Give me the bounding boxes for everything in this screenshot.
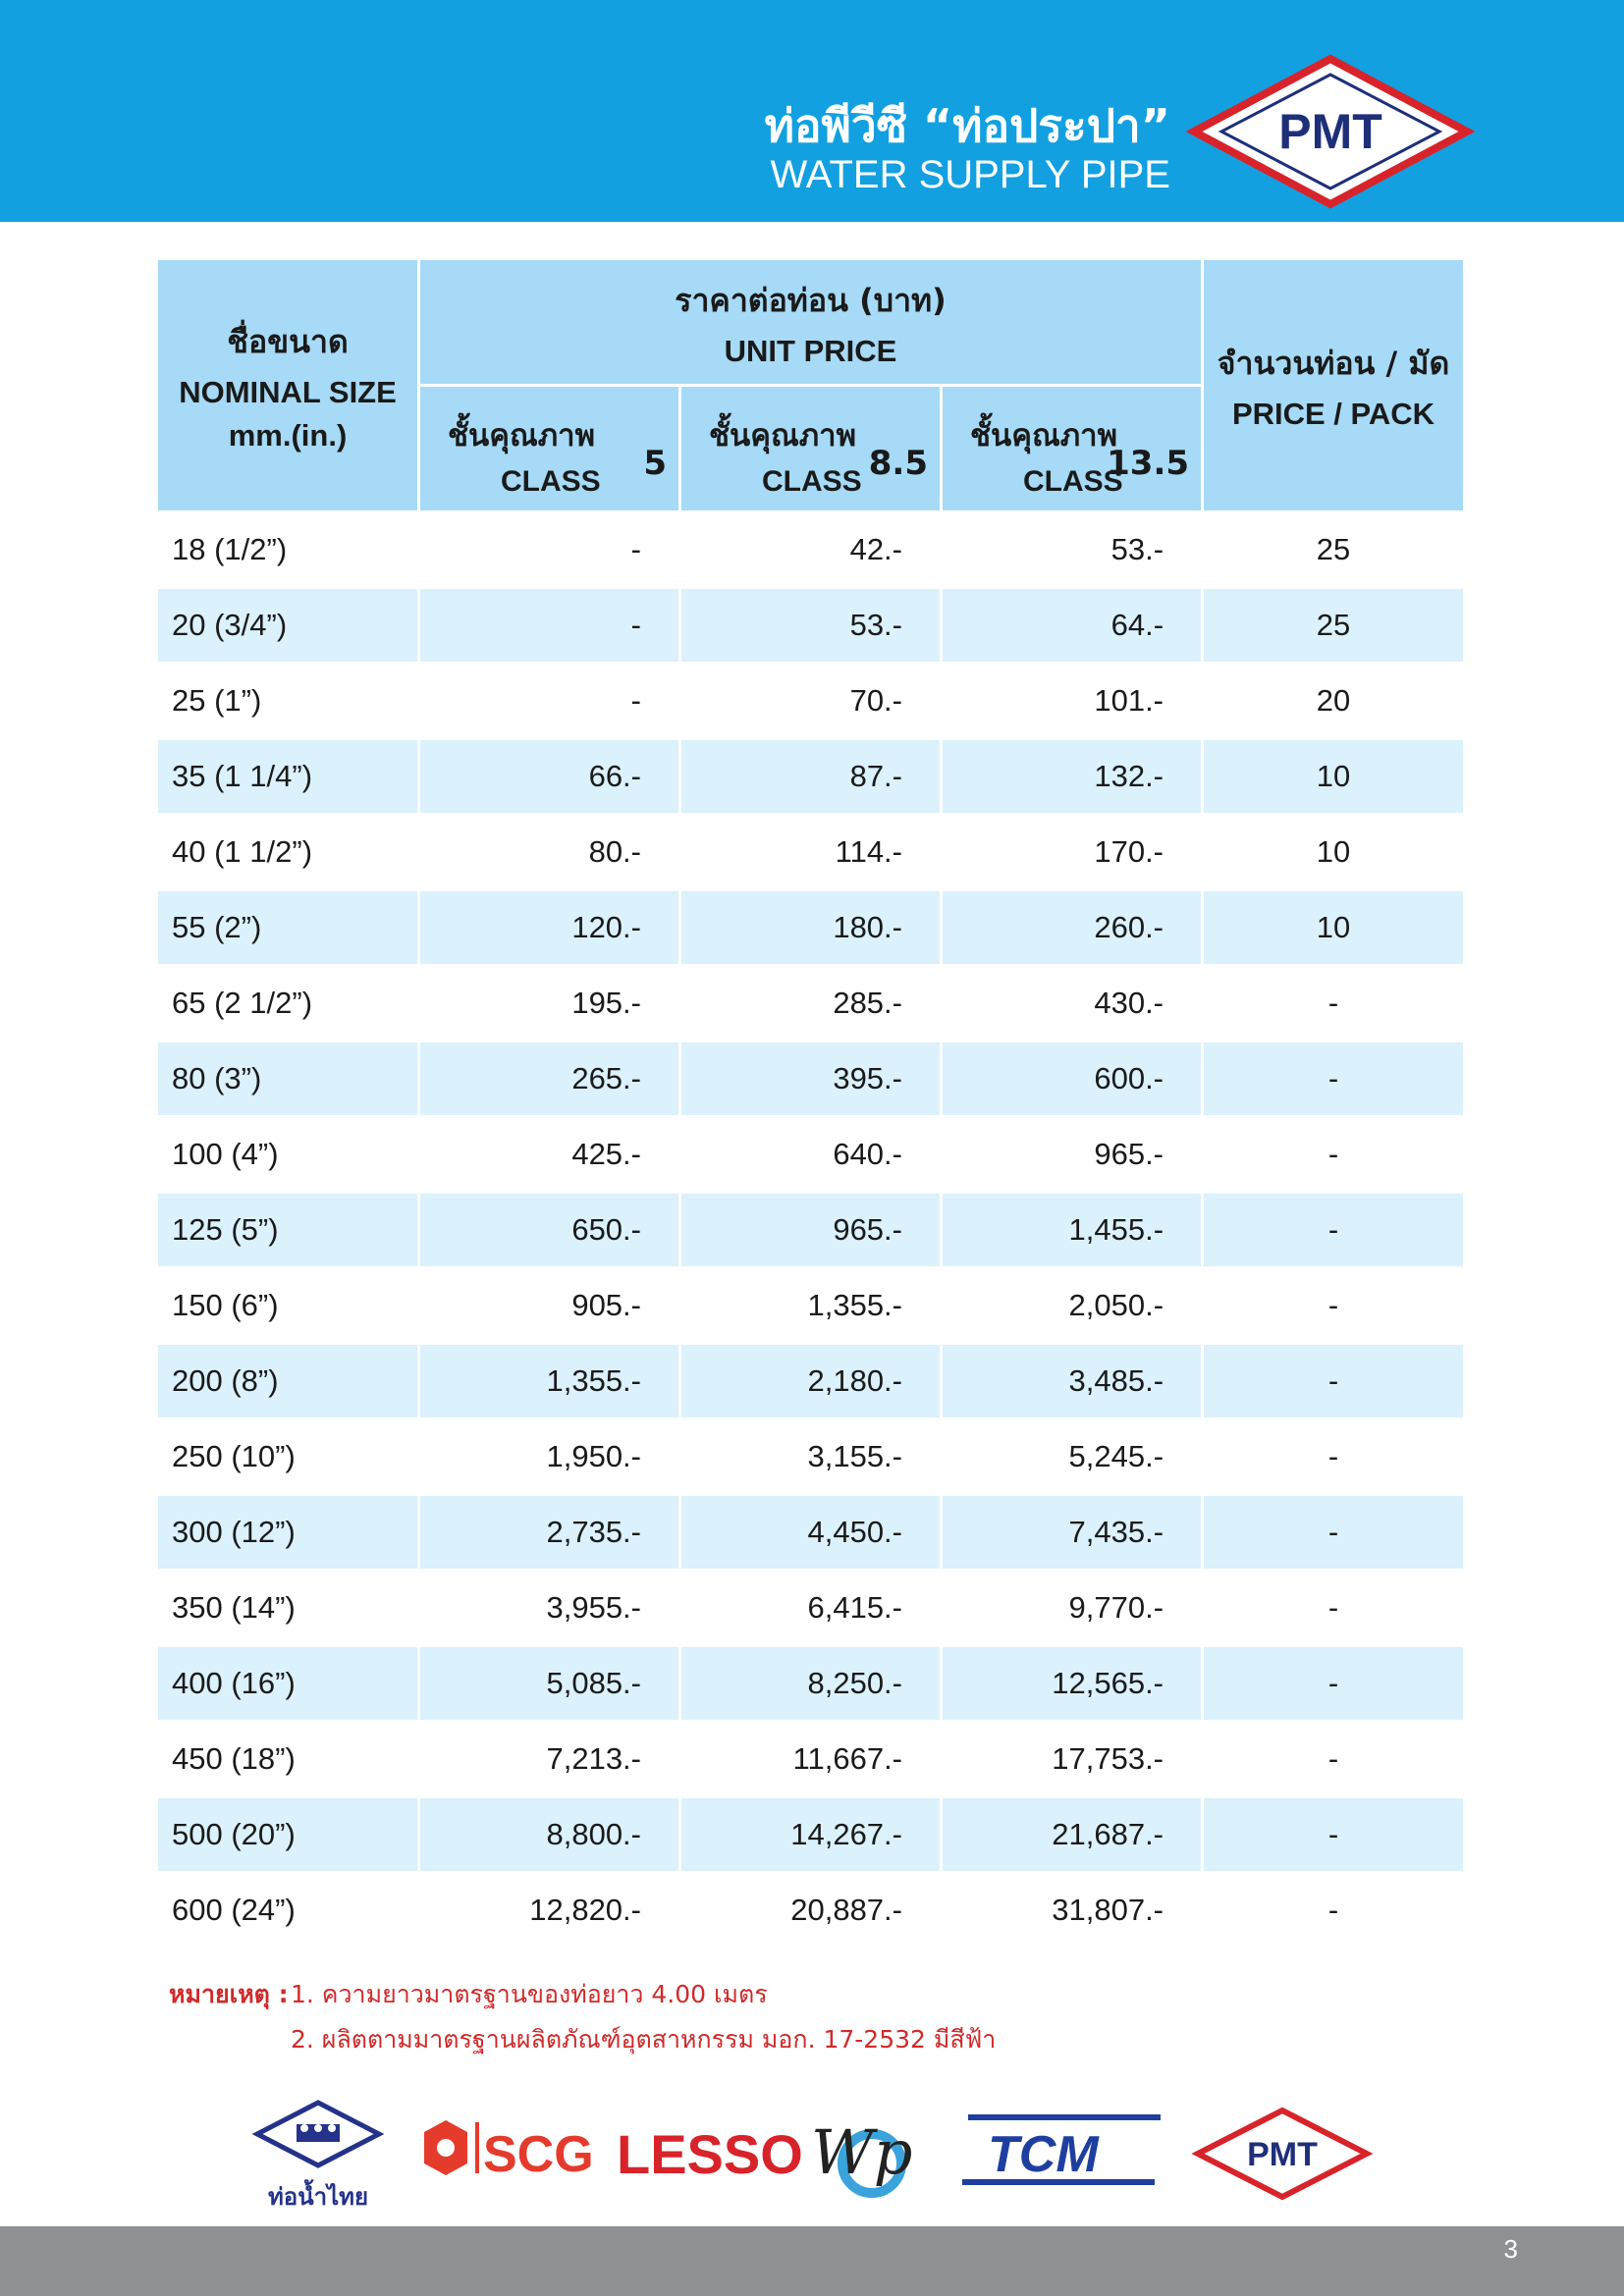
size-cell: 20 (3/4”) xyxy=(158,589,417,662)
price-class-13-5-cell xyxy=(943,816,1201,888)
size-cell: 65 (2 1/2”) xyxy=(172,986,313,1020)
price-class-5-cell-value: 8,800.- xyxy=(546,1817,641,1851)
price-class-13-5-cell-value: 1,455.- xyxy=(1068,1212,1164,1247)
price-class-5-cell-value: 425.- xyxy=(571,1137,641,1171)
price-class-8-5-cell-value: 3,155.- xyxy=(807,1439,902,1473)
table-row xyxy=(158,1798,1463,1871)
pmt-logo-text: PMT xyxy=(1278,104,1382,159)
table-row xyxy=(158,816,1463,888)
header-class-5 xyxy=(420,387,678,510)
table-row xyxy=(158,891,1463,964)
price-class-8-5-cell-value: 8,250.- xyxy=(807,1666,902,1700)
price-class-13-5-cell xyxy=(943,589,1201,662)
price-class-13-5-cell xyxy=(943,967,1201,1040)
table-row xyxy=(158,1118,1463,1191)
table-row xyxy=(158,1647,1463,1720)
size-cell: 125 (5”) xyxy=(158,1194,417,1266)
size-cell: 400 (16”) xyxy=(158,1647,417,1720)
class-label-thai: ชั้นคุณภาพ xyxy=(970,418,1118,454)
price-class-5-cell-value: - xyxy=(630,532,641,566)
price-class-5-cell-value: 905.- xyxy=(571,1288,641,1322)
price-class-13-5-cell-value: 170.- xyxy=(1094,834,1164,869)
table-row xyxy=(158,1496,1463,1569)
size-cell: 300 (12”) xyxy=(158,1496,417,1569)
price-class-5-cell-value: 66.- xyxy=(588,759,641,793)
price-class-5-cell-value: - xyxy=(630,683,641,718)
pack-count-cell: - xyxy=(1327,1137,1339,1171)
price-class-5-cell-value: 3,955.- xyxy=(546,1590,641,1625)
price-class-8-5-cell-value: 87.- xyxy=(849,759,902,793)
tcm-logo xyxy=(958,2109,1164,2193)
price-class-13-5-cell-value: 260.- xyxy=(1094,910,1164,944)
price-class-13-5-cell xyxy=(943,891,1201,964)
price-class-13-5-cell-value: 132.- xyxy=(1094,759,1164,793)
price-class-8-5-cell xyxy=(681,1345,940,1417)
banner-title-english: WATER SUPPLY PIPE xyxy=(770,153,1170,196)
price-class-5-cell-value: 1,950.- xyxy=(546,1439,641,1473)
price-class-5-cell xyxy=(420,1194,678,1266)
wp-logo xyxy=(803,2095,917,2209)
price-class-8-5-cell-value: 395.- xyxy=(833,1061,902,1095)
pack-count-cell: 10 xyxy=(1316,834,1351,869)
price-class-13-5-cell-value: 101.- xyxy=(1094,683,1164,718)
size-cell: 25 (1”) xyxy=(172,683,262,718)
thai-pipe-logo xyxy=(253,2099,383,2213)
table-row xyxy=(158,967,1463,1040)
price-class-13-5-cell-value: 965.- xyxy=(1094,1137,1164,1171)
class-label-thai: ชั้นคุณภาพ xyxy=(448,418,596,454)
price-class-13-5-cell-value: 7,435.- xyxy=(1068,1515,1164,1549)
price-class-13-5-cell xyxy=(943,1798,1201,1871)
price-class-5-cell-value: - xyxy=(630,608,641,642)
table-row xyxy=(158,1723,1463,1795)
price-class-8-5-cell-value: 4,450.- xyxy=(807,1515,902,1549)
price-class-13-5-cell xyxy=(943,1496,1201,1569)
price-class-13-5-cell xyxy=(943,1572,1201,1644)
price-class-13-5-cell-value: 31,807.- xyxy=(1052,1893,1164,1927)
price-class-13-5-cell xyxy=(943,665,1201,737)
header-price-english: UNIT PRICE xyxy=(724,333,897,368)
header-price-thai: ราคาต่อท่อน (บาท) xyxy=(675,281,947,319)
size-cell: 40 (1 1/2”) xyxy=(172,834,313,869)
price-class-8-5-cell xyxy=(681,1118,940,1191)
class-label-english: CLASS xyxy=(501,465,601,498)
pmt-footer-logo xyxy=(1194,2107,1371,2201)
size-cell: 80 (3”) xyxy=(158,1042,417,1115)
size-cell: 500 (20”) xyxy=(158,1798,417,1871)
price-class-8-5-cell-value: 42.- xyxy=(849,532,902,566)
price-class-8-5-cell xyxy=(681,1496,940,1569)
price-class-5-cell xyxy=(420,1345,678,1417)
price-class-5-cell-value: 5,085.- xyxy=(546,1666,641,1700)
size-cell: 18 (1/2”) xyxy=(172,532,288,566)
pack-count-cell: - xyxy=(1204,1042,1463,1115)
class-label-english: CLASS xyxy=(1023,465,1123,498)
price-table xyxy=(155,257,1466,1949)
price-class-13-5-cell xyxy=(943,1042,1201,1115)
price-class-13-5-cell-value: 17,753.- xyxy=(1052,1741,1164,1776)
price-class-5-cell-value: 265.- xyxy=(571,1061,641,1095)
price-class-8-5-cell-value: 965.- xyxy=(833,1212,902,1247)
table-row xyxy=(158,513,1463,586)
price-class-5-cell xyxy=(420,1042,678,1115)
price-class-13-5-cell-value: 430.- xyxy=(1094,986,1164,1020)
header-pack xyxy=(1204,260,1463,510)
size-cell: 35 (1 1/4”) xyxy=(158,740,417,813)
pack-count-cell: - xyxy=(1327,1590,1339,1625)
class-label-english: CLASS xyxy=(762,465,862,498)
size-cell: 100 (4”) xyxy=(172,1137,279,1171)
price-class-8-5-cell-value: 285.- xyxy=(833,986,902,1020)
price-class-8-5-cell xyxy=(681,1269,940,1342)
price-class-8-5-cell-value: 1,355.- xyxy=(807,1288,902,1322)
table-row xyxy=(158,665,1463,737)
price-class-8-5-cell xyxy=(681,1723,940,1795)
price-class-8-5-cell-value: 2,180.- xyxy=(807,1363,902,1398)
price-class-13-5-cell-value: 3,485.- xyxy=(1068,1363,1164,1398)
price-class-5-cell xyxy=(420,589,678,662)
table-row xyxy=(158,1269,1463,1342)
pack-count-cell: - xyxy=(1204,1798,1463,1871)
price-class-13-5-cell-value: 9,770.- xyxy=(1068,1590,1164,1625)
note-line-1: 1. ความยาวมาตรฐานของท่อยาว 4.00 เมตร xyxy=(291,1980,768,2008)
price-class-13-5-cell xyxy=(943,1118,1201,1191)
price-class-8-5-cell xyxy=(681,967,940,1040)
header-unit-price xyxy=(420,260,1201,384)
price-class-13-5-cell xyxy=(943,1269,1201,1342)
price-class-5-cell xyxy=(420,1572,678,1644)
price-class-5-cell xyxy=(420,1496,678,1569)
price-class-13-5-cell-value: 600.- xyxy=(1094,1061,1164,1095)
pack-count-cell: - xyxy=(1204,1496,1463,1569)
price-class-8-5-cell-value: 640.- xyxy=(833,1137,902,1171)
price-class-5-cell-value: 12,820.- xyxy=(529,1893,641,1927)
price-class-5-cell xyxy=(420,1647,678,1720)
price-class-5-cell xyxy=(420,1723,678,1795)
price-class-13-5-cell-value: 5,245.- xyxy=(1068,1439,1164,1473)
bottom-bar xyxy=(0,2226,1624,2296)
price-class-5-cell xyxy=(420,967,678,1040)
brand-logos-row xyxy=(0,2091,1624,2218)
price-class-5-cell-value: 2,735.- xyxy=(546,1515,641,1549)
size-cell: 350 (14”) xyxy=(172,1590,296,1625)
pack-count-cell: 10 xyxy=(1204,891,1463,964)
header-class-13-5 xyxy=(943,387,1201,510)
price-class-13-5-cell xyxy=(943,1647,1201,1720)
pack-count-cell: - xyxy=(1327,1893,1339,1927)
pack-count-cell: 25 xyxy=(1204,589,1463,662)
wp-logo-text: Wp xyxy=(811,2116,913,2188)
price-class-5-cell-value: 1,355.- xyxy=(546,1363,641,1398)
scg-logo xyxy=(420,2112,594,2191)
price-class-5-cell xyxy=(420,740,678,813)
header-size-unit: mm.(in.) xyxy=(228,418,348,453)
price-class-8-5-cell xyxy=(681,1042,940,1115)
price-class-13-5-cell xyxy=(943,740,1201,813)
price-class-13-5-cell xyxy=(943,1723,1201,1795)
header-pack-thai: จำนวนท่อน / มัด xyxy=(1217,345,1450,382)
tcm-logo-text: TCM xyxy=(988,2126,1099,2183)
price-class-13-5-cell xyxy=(943,1874,1201,1947)
pack-count-cell: - xyxy=(1327,1288,1339,1322)
price-class-5-cell xyxy=(420,1798,678,1871)
price-class-5-cell xyxy=(420,1874,678,1947)
price-class-13-5-cell-value: 53.- xyxy=(1110,532,1164,566)
page-number: 3 xyxy=(1503,2234,1518,2264)
pack-count-cell: 20 xyxy=(1316,683,1351,718)
table-row xyxy=(158,1194,1463,1266)
price-class-8-5-cell-value: 53.- xyxy=(849,608,902,642)
price-class-8-5-cell xyxy=(681,740,940,813)
price-class-13-5-cell-value: 64.- xyxy=(1110,608,1164,642)
size-cell: 200 (8”) xyxy=(158,1345,417,1417)
price-class-5-cell-value: 195.- xyxy=(571,986,641,1020)
class-number: 5 xyxy=(643,444,667,483)
header-size-thai: ชื่อขนาด xyxy=(227,323,349,360)
header-size-english: NOMINAL SIZE xyxy=(179,375,397,409)
table-row xyxy=(158,1874,1463,1947)
table-row xyxy=(158,1042,1463,1115)
lesso-logo-text: LESSO xyxy=(617,2123,803,2185)
table-row xyxy=(158,740,1463,813)
pack-count-cell: - xyxy=(1204,1647,1463,1720)
price-class-8-5-cell xyxy=(681,1647,940,1720)
thai-pipe-logo-text: ท่อน้ำไทย xyxy=(267,2183,369,2211)
banner-title-thai: ท่อพีวีซี “ท่อประปา” xyxy=(764,99,1170,152)
pack-count-cell: - xyxy=(1327,1439,1339,1473)
price-class-8-5-cell xyxy=(681,1572,940,1644)
pack-count-cell: 10 xyxy=(1204,740,1463,813)
price-class-13-5-cell-value: 12,565.- xyxy=(1052,1666,1164,1700)
price-class-8-5-cell-value: 70.- xyxy=(849,683,902,718)
header-size xyxy=(158,260,417,510)
price-class-13-5-cell-value: 2,050.- xyxy=(1068,1288,1164,1322)
pack-count-cell: - xyxy=(1204,1194,1463,1266)
price-class-8-5-cell xyxy=(681,1194,940,1266)
price-class-13-5-cell xyxy=(943,1420,1201,1493)
price-class-5-cell-value: 650.- xyxy=(571,1212,641,1247)
price-class-8-5-cell xyxy=(681,665,940,737)
price-class-5-cell xyxy=(420,513,678,586)
price-class-8-5-cell xyxy=(681,513,940,586)
lesso-logo xyxy=(613,2112,803,2191)
header-class-8-5 xyxy=(681,387,940,510)
price-class-13-5-cell xyxy=(943,1194,1201,1266)
price-class-8-5-cell-value: 114.- xyxy=(835,834,902,869)
price-class-5-cell-value: 80.- xyxy=(588,834,641,869)
price-class-8-5-cell xyxy=(681,589,940,662)
price-class-13-5-cell xyxy=(943,1345,1201,1417)
notes-label: หมายเหตุ : xyxy=(169,1980,289,2008)
table-row xyxy=(158,589,1463,662)
size-cell: 450 (18”) xyxy=(172,1741,296,1776)
price-class-8-5-cell-value: 6,415.- xyxy=(807,1590,902,1625)
size-cell: 55 (2”) xyxy=(158,891,417,964)
pmt-footer-logo-text: PMT xyxy=(1247,2136,1318,2173)
scg-logo-text: SCG xyxy=(483,2126,594,2183)
price-class-5-cell xyxy=(420,1269,678,1342)
header-pack-english: PRICE / PACK xyxy=(1231,397,1435,431)
price-class-5-cell xyxy=(420,1118,678,1191)
pack-count-cell: - xyxy=(1204,1345,1463,1417)
class-number: 13.5 xyxy=(1107,444,1190,483)
price-class-8-5-cell xyxy=(681,816,940,888)
size-cell: 250 (10”) xyxy=(172,1439,296,1473)
class-number: 8.5 xyxy=(868,444,928,483)
price-class-8-5-cell-value: 180.- xyxy=(833,910,902,944)
note-line-2: 2. ผลิตตามมาตรฐานผลิตภัณฑ์อุตสาหกรรม มอก. 17-2532 มีสีฟ้า xyxy=(291,2025,997,2054)
price-class-8-5-cell xyxy=(681,1420,940,1493)
class-label-thai: ชั้นคุณภาพ xyxy=(709,418,857,454)
price-class-5-cell xyxy=(420,1420,678,1493)
size-cell: 600 (24”) xyxy=(172,1893,296,1927)
price-class-8-5-cell xyxy=(681,1798,940,1871)
pmt-logo xyxy=(1190,55,1471,208)
price-rows xyxy=(158,513,1463,1947)
price-class-8-5-cell-value: 11,667.- xyxy=(792,1741,902,1776)
table-row xyxy=(158,1572,1463,1644)
price-class-5-cell-value: 120.- xyxy=(571,910,641,944)
price-class-8-5-cell-value: 14,267.- xyxy=(790,1817,902,1851)
price-class-13-5-cell-value: 21,687.- xyxy=(1052,1817,1164,1851)
price-class-5-cell xyxy=(420,891,678,964)
table-row xyxy=(158,1420,1463,1493)
table-row xyxy=(158,1345,1463,1417)
price-class-8-5-cell-value: 20,887.- xyxy=(790,1893,902,1927)
price-class-8-5-cell xyxy=(681,891,940,964)
size-cell: 150 (6”) xyxy=(172,1288,279,1322)
pack-count-cell: - xyxy=(1327,986,1339,1020)
pack-count-cell: - xyxy=(1327,1741,1339,1776)
price-class-8-5-cell xyxy=(681,1874,940,1947)
price-class-5-cell-value: 7,213.- xyxy=(546,1741,641,1776)
price-class-5-cell xyxy=(420,816,678,888)
price-class-5-cell xyxy=(420,665,678,737)
price-class-13-5-cell xyxy=(943,513,1201,586)
pack-count-cell: 25 xyxy=(1316,532,1351,566)
